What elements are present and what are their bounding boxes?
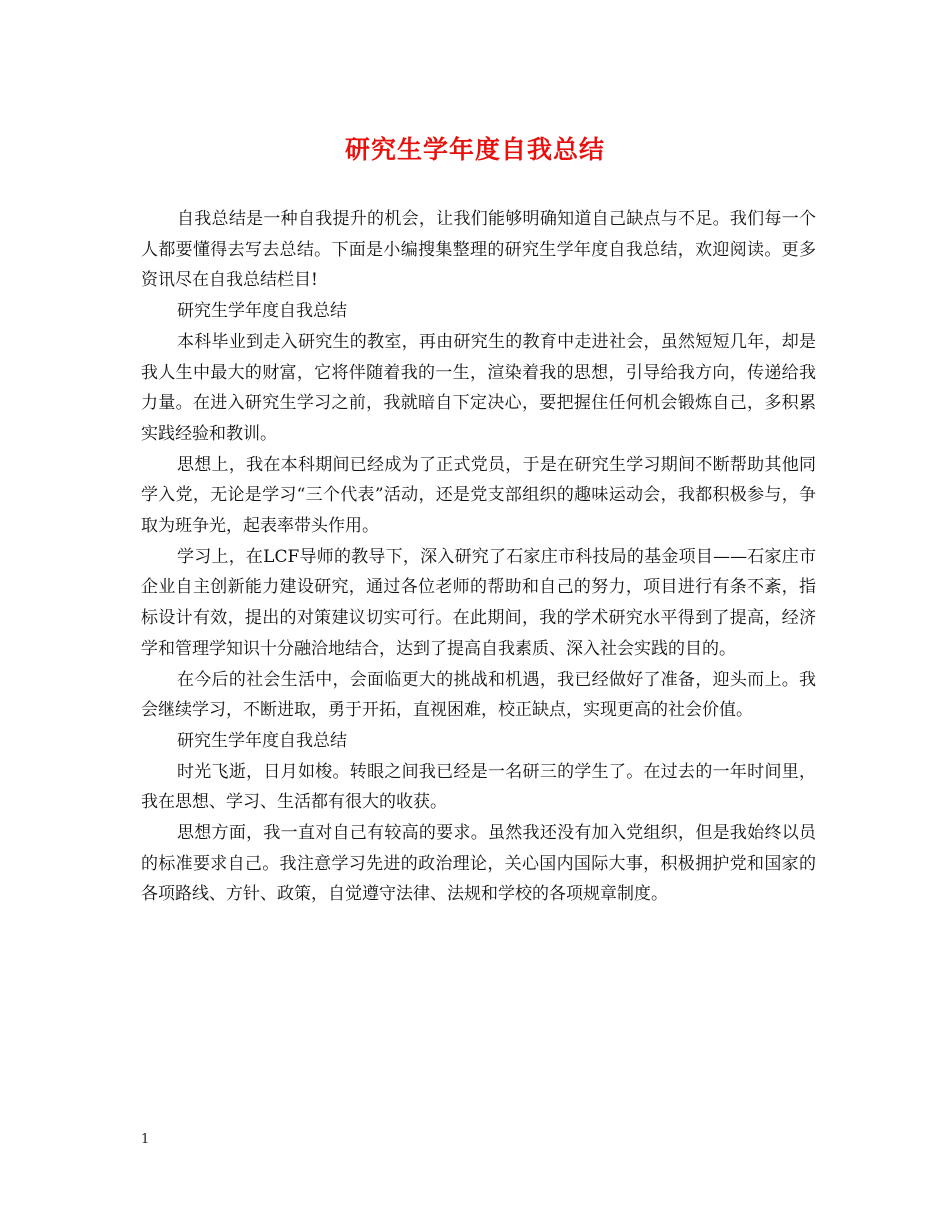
document-body (141, 204, 816, 910)
section-heading-2: 研究生学年度自我总结 (177, 730, 347, 751)
paragraph-thought: 思想方面，我一直对自己有较高的要求。虽然我还没有加入党组织，但是我始终以员的标准要求自己。我注意学习先进的政治理论，关心国内国际大事，积极拥护党和国家的各项路线、方针、政策，自觉遵守法律、法规和学校的各项规章制度。 (141, 823, 816, 905)
page-number: 1 (141, 1132, 150, 1147)
paragraph-graduation: 本科毕业到走入研究生的教室，再由研究生的教育中走进社会，虽然短短几年，却是我人生中最大的财富，它将伴随着我的一生，渲染着我的思想，引导给我方向，传递给我力量。在进入研究生学习之前，我就暗自下定决心，要把握住任何机会锻炼自己，多积累实践经验和教训。 (141, 331, 816, 444)
paragraph-future: 在今后的社会生活中，会面临更大的挑战和机遇，我已经做好了准备，迎头而上。我会继续学习，不断进取，勇于开拓，直视困难，校正缺点，实现更高的社会价值。 (141, 669, 816, 721)
paragraph-ideology: 思想上，我在本科期间已经成为了正式党员，于是在研究生学习期间不断帮助其他同学入党，无论是学习“三个代表”活动，还是党支部组织的趣味运动会，我都积极参与，争取为班争光，起表率带头作用。 (141, 454, 816, 537)
paragraph-study: 学习上，在LCF导师的教导下，深入研究了石家庄市科技局的基金项目——石家庄市企业自主创新能力建设研究，通过各位老师的帮助和自己的努力，项目进行有条不紊，指标设计有效，提出的对策建议切实可行。在此期间，我的学术研究水平得到了提高，经济学和管理学知识十分融洽地结合，达到了提高自我素质、深入社会实践的目的。 (141, 546, 816, 659)
section-heading-1: 研究生学年度自我总结 (177, 301, 347, 322)
paragraph-intro: 自我总结是一种自我提升的机会，让我们能够明确知道自己缺点与不足。我们每一个人都要懂得去写去总结。下面是小编搜集整理的研究生学年度自我总结，欢迎阅读。更多资讯尽在自我总结栏目! (141, 209, 816, 291)
document-title: 研究生学年度自我总结 (344, 135, 605, 164)
paragraph-time: 时光飞逝，日月如梭。转眼之间我已经是一名研三的学生了。在过去的一年时间里，我在思想、学习、生活都有很大的收获。 (141, 761, 816, 813)
